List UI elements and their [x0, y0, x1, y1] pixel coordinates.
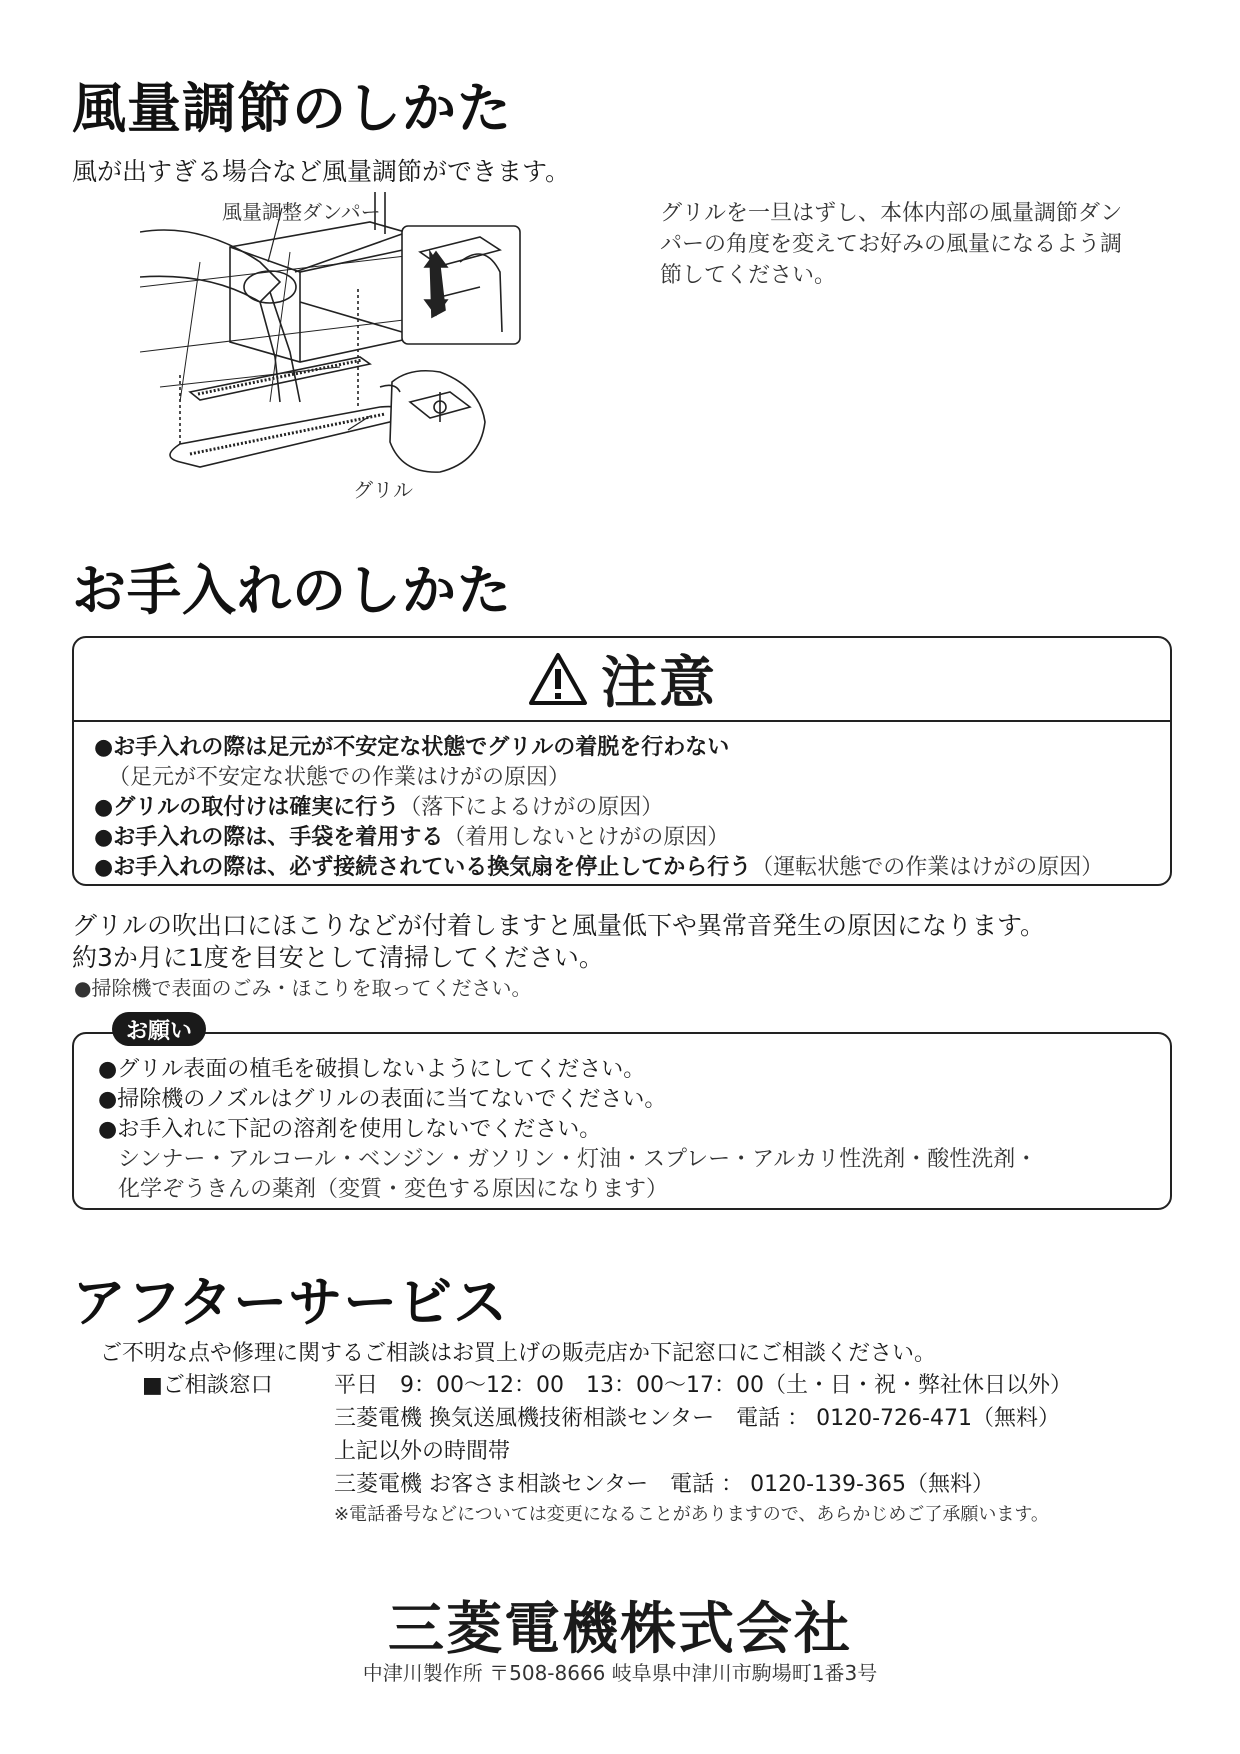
service-intro: ご不明な点や修理に関するご相談はお買上げの販売店か下記窓口にご相談ください。	[100, 1341, 937, 1366]
caution-item-1-main: ●お手入れの際は足元が不安定な状態でグリルの着脱を行わない	[94, 735, 730, 760]
damper-illustration-svg	[140, 192, 580, 510]
request-item-5: 化学ぞうきんの薬剤（変質・変色する原因になります）	[118, 1177, 669, 1202]
request-item-2: ●掃除機のノズルはグリルの表面に当てないでください。	[98, 1087, 667, 1112]
caution-title-row	[74, 646, 1170, 716]
care-body-1: グリルの吹出口にほこりなどが付着しますと風量低下や異常音発生の原因になります。	[72, 911, 1046, 940]
airflow-desc-3: 節してください。	[660, 263, 837, 288]
caution-box	[72, 636, 1172, 886]
request-badge: お願い	[112, 1012, 206, 1046]
caution-item-5	[94, 850, 1103, 881]
service-heading: アフターサービス	[72, 1271, 509, 1334]
service-line-3: 上記以外の時間帯	[334, 1439, 511, 1464]
service-line-4: 三菱電機 お客さま相談センター 電話 ： 0120-139-365（無料）	[334, 1472, 994, 1497]
caution-item-4	[94, 820, 729, 851]
request-item-1: ●グリル表面の植毛を破損しないようにしてください。	[98, 1057, 646, 1082]
care-heading: お手入れのしかた	[72, 559, 512, 622]
caution-item-4-note: （着用しないとけがの原因）	[443, 825, 730, 850]
service-footnote: ※電話番号などについては変更になることがありますので、あらかじめご了承願います。	[334, 1504, 1049, 1525]
caution-item-5-main: ●お手入れの際は、必ず接続されている換気扇を停止してから行う	[94, 855, 752, 880]
damper-label: 風量調整ダンパー	[222, 200, 381, 224]
care-body-2: 約3か月に1度を目安として清掃してください。	[72, 943, 604, 972]
grille-label: グリル	[353, 478, 413, 502]
service-line-2: 三菱電機 換気送風機技術相談センター 電話 ： 0120-726-471（無料）	[334, 1406, 1060, 1431]
caution-item-1	[94, 730, 729, 761]
airflow-desc-1: グリルを一旦はずし、本体内部の風量調節ダン	[660, 201, 1123, 226]
caution-title: 注意	[601, 651, 717, 716]
caution-item-2	[108, 760, 570, 791]
caution-item-2-note: （足元が不安定な状態での作業はけがの原因）	[108, 765, 571, 790]
caution-item-4-main: ●お手入れの際は、手袋を着用する	[94, 825, 444, 850]
request-item-4: シンナー・アルコール・ベンジン・ガソリン・灯油・スプレー・アルカリ性洗剤・酸性洗剤・	[118, 1147, 1038, 1172]
service-line-1: 平日 9：00～12：00 13：00～17：00（土・日・祝・弊社休日以外）	[334, 1373, 1072, 1398]
service-window-label: ■ご相談窓口	[142, 1373, 273, 1398]
caution-divider	[74, 720, 1170, 722]
request-item-3: ●お手入れに下記の溶剤を使用しないでください。	[98, 1117, 602, 1142]
caution-item-5-note: （運転状態での作業はけがの原因）	[751, 855, 1104, 880]
damper-illustration	[140, 192, 580, 510]
caution-item-3-main: ●グリルの取付けは確実に行う	[94, 795, 400, 820]
caution-item-3-note: （落下によるけがの原因）	[399, 795, 664, 820]
warning-triangle-icon	[527, 651, 589, 707]
company-address: 中津川製作所 〒508-8666 岐阜県中津川市駒場町1番3号	[362, 1661, 878, 1685]
airflow-desc-2: パーの角度を変えてお好みの風量になるよう調	[660, 232, 1123, 257]
request-box	[72, 1032, 1172, 1210]
caution-item-3	[94, 790, 663, 821]
airflow-intro: 風が出すぎる場合など風量調節ができます。	[72, 157, 571, 186]
care-small-note: ●掃除機で表面のごみ・ほこりを取ってください。	[74, 976, 532, 1000]
company-name: 三菱電機株式会社	[388, 1597, 852, 1662]
airflow-heading: 風量調節のしかた	[72, 77, 512, 140]
